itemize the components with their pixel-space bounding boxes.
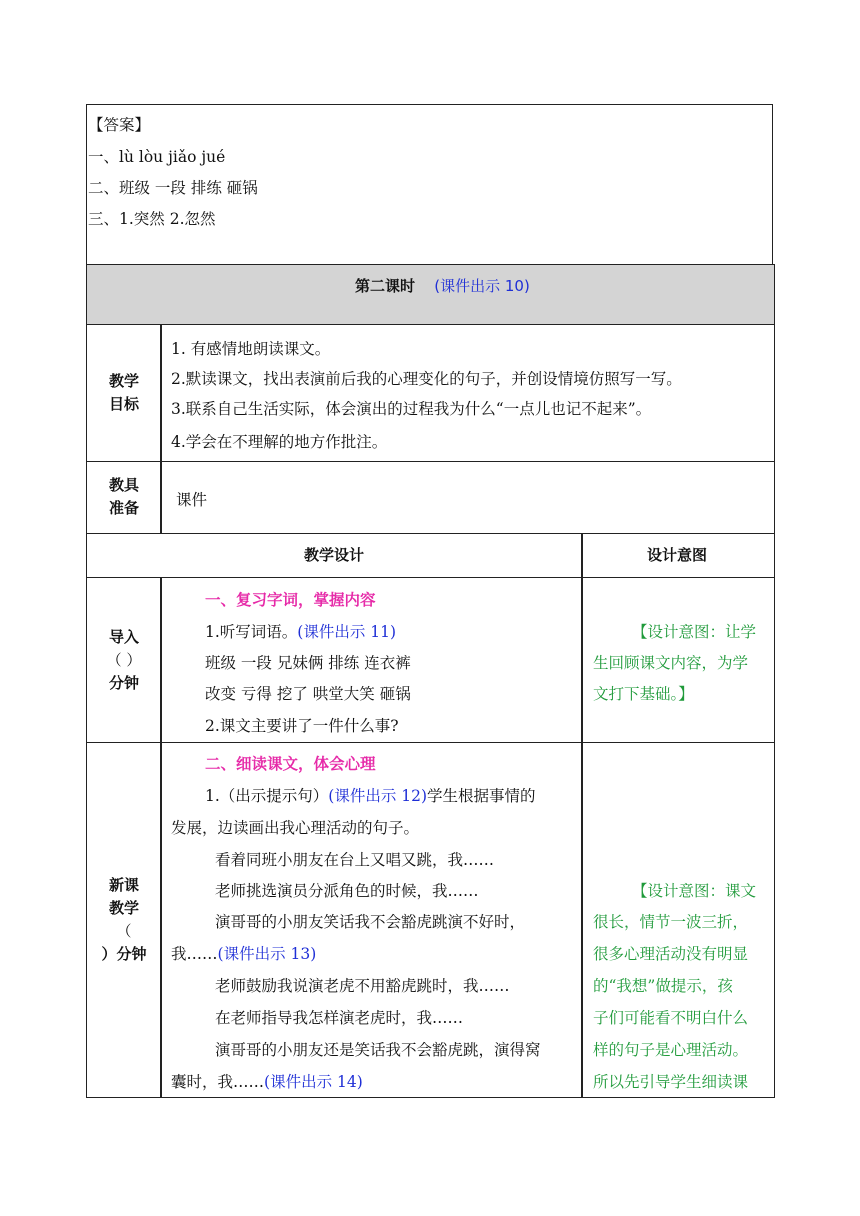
newlesson-s6b: 囊时，我…… <box>171 1073 265 1091</box>
newlesson-intent-7: 所以先引导学生细读课 <box>593 1073 749 1091</box>
label-divider-bottom <box>160 577 162 1098</box>
intro-intent-2: 生回顾课文内容，为学 <box>593 654 749 672</box>
newlesson-intent-5: 子们可能看不明白什么 <box>593 1009 749 1027</box>
newlesson-label <box>88 874 160 966</box>
newlesson-s3b: 我…… <box>171 945 218 963</box>
newlesson-intent-6: 样的句子是心理活动。 <box>593 1041 749 1059</box>
newlesson-label-4: ）分钟 <box>101 945 147 963</box>
tools-label-1: 教具 <box>108 476 139 494</box>
newlesson-intent-1: 【设计意图：课文 <box>632 882 757 900</box>
lesson-courseware: (课件出示 10) <box>434 277 530 295</box>
lesson-title <box>355 276 530 296</box>
intro-label <box>88 626 160 695</box>
lesson-title-text: 第二课时 <box>355 277 416 295</box>
intro-label-2: （ ） <box>106 651 142 669</box>
goal-item-2: 2.默读课文，找出表演前后我的心理变化的句子，并创设情境仿照写一写。 <box>171 370 682 388</box>
intro-item-1-text: 1.听写词语。 <box>205 623 298 641</box>
newlesson-s3a: 演哥哥的小朋友笑话我不会豁虎跳演不好时， <box>215 913 526 931</box>
goals-label-1: 教学 <box>108 372 139 390</box>
newlesson-s3-line2 <box>171 944 316 964</box>
newlesson-s3-courseware: (课件出示 13) <box>217 945 317 963</box>
goal-item-3: 3.联系自己生活实际，体会演出的过程我为什么“一点儿也记不起来”。 <box>171 400 652 418</box>
answer-line-1: 一、lù lòu jiǎo jué <box>88 148 226 166</box>
label-divider-top <box>160 324 162 534</box>
newlesson-s6-courseware: (课件出示 14) <box>264 1073 363 1091</box>
answer-line-2: 二、班级 一段 排练 砸锅 <box>88 179 258 197</box>
goal-item-4: 4.学会在不理解的地方作批注。 <box>171 433 388 451</box>
newlesson-s6a: 演哥哥的小朋友还是笑话我不会豁虎跳，演得窝 <box>215 1041 541 1059</box>
tools-value: 课件 <box>176 491 208 509</box>
intro-intent-1: 【设计意图：让学 <box>632 623 757 641</box>
newlesson-intent-4: 的“我想”做提示，孩 <box>593 977 733 995</box>
goals-label-2: 目标 <box>108 395 139 413</box>
newlesson-intent-3: 很多心理活动没有明显 <box>593 945 749 963</box>
answer-line-3: 三、1.突然 2.忽然 <box>88 210 216 228</box>
tools-label <box>88 474 160 520</box>
newlesson-label-3: （ <box>116 922 132 940</box>
tools-label-2: 准备 <box>108 499 139 517</box>
newlesson-p1-courseware: (课件出示 12) <box>328 787 428 805</box>
intro-words-1: 班级 一段 兄妹俩 排练 连衣裤 <box>205 654 411 672</box>
newlesson-p1a: 1.（出示提示句） <box>205 787 329 805</box>
intro-item-1-courseware: (课件出示 11) <box>297 623 397 641</box>
newlesson-s1: 看着同班小朋友在台上又唱又跳，我…… <box>215 851 495 869</box>
intro-item-1 <box>205 622 396 642</box>
answer-title: 【答案】 <box>88 116 151 134</box>
intent-divider <box>581 533 583 1098</box>
newlesson-label-2: 教学 <box>108 899 139 917</box>
intro-heading: 一、复习字词，掌握内容 <box>205 591 376 609</box>
goals-label <box>88 370 160 416</box>
newlesson-heading: 二、细读课文，体会心理 <box>205 755 376 773</box>
newlesson-s4: 老师鼓励我说演老虎不用豁虎跳时，我…… <box>215 977 510 995</box>
newlesson-intent-2: 很长，情节一波三折， <box>593 913 749 931</box>
newlesson-label-1: 新课 <box>108 876 139 894</box>
newlesson-p1-line1 <box>205 786 536 806</box>
newlesson-s6-line2 <box>171 1072 363 1092</box>
intro-item-2: 2.课文主要讲了一件什么事? <box>205 717 399 735</box>
intro-intent-3: 文打下基础。】 <box>593 685 694 703</box>
intro-label-1: 导入 <box>108 628 139 646</box>
intro-words-2: 改变 亏得 挖了 哄堂大笑 砸锅 <box>205 685 411 703</box>
intro-label-3: 分钟 <box>108 674 139 692</box>
goal-item-1: 1. 有感情地朗读课文。 <box>171 340 331 358</box>
newlesson-p1-line2: 发展，边读画出我心理活动的句子。 <box>171 819 420 837</box>
newlesson-p1b: 学生根据事情的 <box>427 787 536 805</box>
newlesson-s2: 老师挑选演员分派角色的时候，我…… <box>215 882 479 900</box>
design-header-left: 教学设计 <box>304 546 365 564</box>
design-header-right: 设计意图 <box>647 546 708 564</box>
newlesson-s5: 在老师指导我怎样演老虎时，我…… <box>215 1009 464 1027</box>
